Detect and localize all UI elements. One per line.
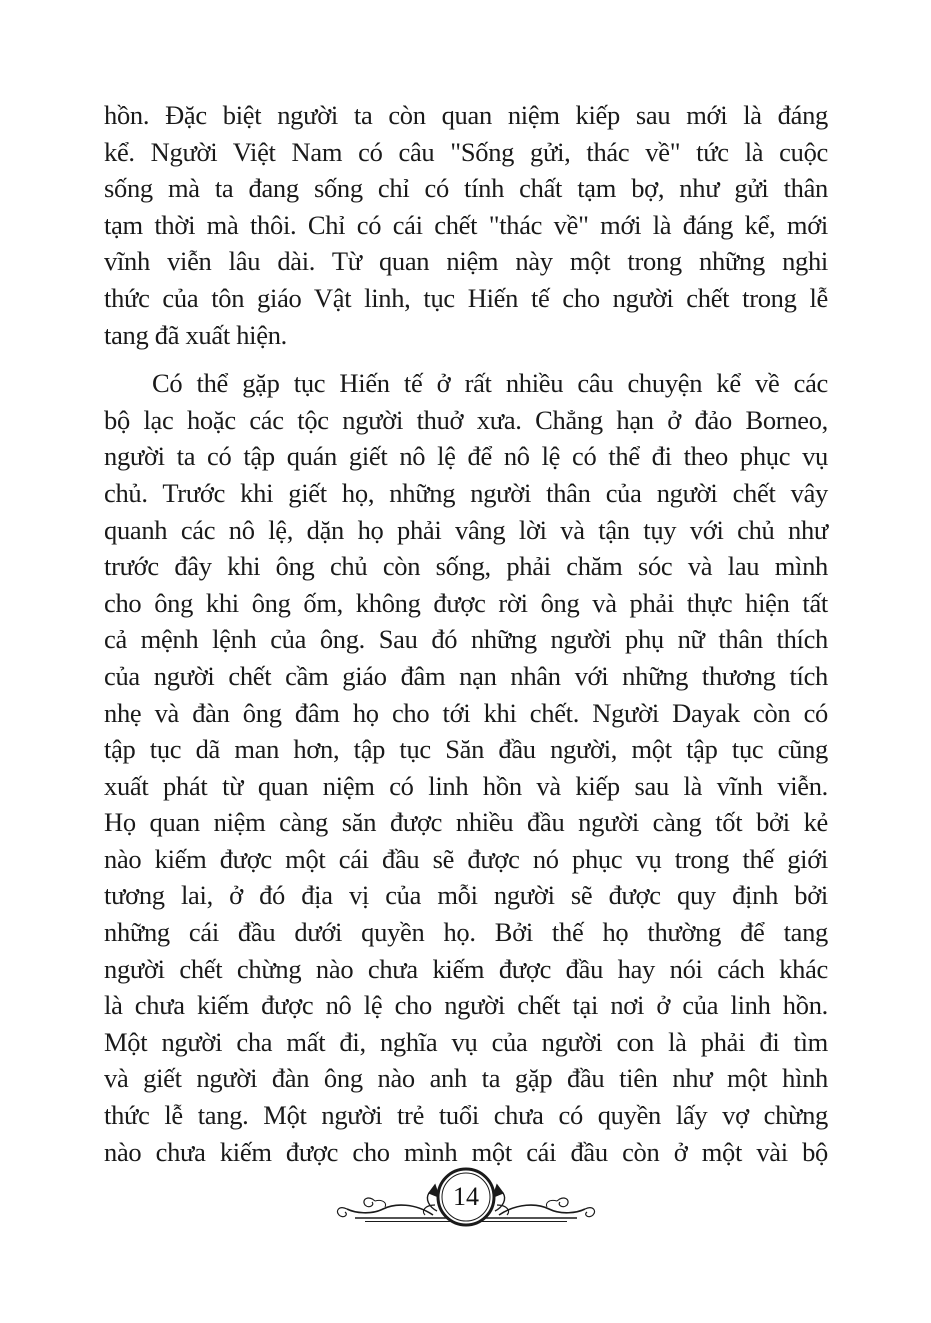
- text-line: nào kiếm được một cái đầu sẽ được nó phục vụ trong thế giới: [104, 843, 828, 874]
- body-text: [104, 97, 828, 1170]
- text-line: cả mệnh lệnh của ông. Sau đó những người phụ nữ thân thích: [104, 624, 828, 655]
- text-line: người ta có tập quán giết nô lệ để nô lệ có thể đi theo phục vụ: [104, 441, 828, 472]
- text-line: Họ quan niệm càng săn được nhiều đầu người càng tốt bởi kẻ: [104, 807, 828, 838]
- text-line: Có thể gặp tục Hiến tế ở rất nhiều câu chuyện kể về các: [152, 368, 828, 399]
- text-line: Một người cha mất đi, nghĩa vụ của người con là phải đi tìm: [104, 1026, 828, 1057]
- text-line: tạm thời mà thôi. Chỉ có cái chết "thác về" mới là đáng kể, mới: [104, 209, 828, 240]
- text-line: của người chết cầm giáo đâm nạn nhân với những thương tích: [104, 660, 828, 691]
- paragraph-spacer: [104, 353, 828, 365]
- text-line: bộ lạc hoặc các tộc người thuở xưa. Chẳng hạn ở đảo Borneo,: [104, 404, 828, 435]
- text-line: hồn. Đặc biệt người ta còn quan niệm kiếp sau mới là đáng: [104, 100, 828, 130]
- text-line: tương lai, ở đó địa vị của mỗi người sẽ được quy định bởi: [104, 880, 828, 911]
- text-line: người chết chừng nào chưa kiếm được đầu hay nói cách khác: [104, 953, 828, 984]
- text-line: chủ. Trước khi giết họ, những người thân của người chết vây: [104, 477, 828, 508]
- text-line: trước đây khi ông chủ còn sống, phải chăm sóc và lau mình: [104, 551, 828, 582]
- text-line: thức của tôn giáo Vật linh, tục Hiến tế cho người chết trong lễ: [104, 282, 828, 313]
- text-line: và giết người đàn ông nào anh ta gặp đầu tiên như một hình: [104, 1063, 828, 1094]
- text-line: những cái đầu dưới quyền họ. Bởi thế họ thường để tang: [104, 917, 828, 948]
- text-line: tang đã xuất hiện.: [104, 319, 287, 350]
- text-line: là chưa kiếm được nô lệ cho người chết tại nơi ở của linh hồn.: [104, 990, 828, 1021]
- text-line: nào chưa kiếm được cho mình một cái đầu còn ở một vài bộ: [104, 1136, 828, 1167]
- text-line: nhẹ và đàn ông đâm họ cho tới khi chết. Người Dayak còn có: [104, 697, 828, 728]
- text-line: quanh các nô lệ, dặn họ phải vâng lời và tận tụy với chủ như: [104, 514, 828, 545]
- page-number: 14: [453, 1182, 479, 1211]
- text-line: xuất phát từ quan niệm có linh hồn và kiếp sau là vĩnh viễn.: [104, 770, 828, 801]
- text-line: vĩnh viễn lâu dài. Từ quan niệm này một trong những nghi: [104, 246, 828, 277]
- paragraph-1: [104, 97, 828, 353]
- text-line: cho ông khi ông ốm, không được rời ông và phải thực hiện tất: [104, 587, 828, 618]
- text-line: sống mà ta đang sống chỉ có tính chất tạm bợ, như gửi thân: [104, 173, 828, 204]
- paragraph-2: [104, 365, 828, 1170]
- text-line: tập tục dã man hơn, tập tục Săn đầu người, một tập tục cũng: [104, 734, 828, 765]
- text-line: kể. Người Việt Nam có câu "Sống gửi, thác về" tức là cuộc: [104, 136, 828, 167]
- text-line: thức lễ tang. Một người trẻ tuổi chưa có quyền lấy vợ chừng: [104, 1100, 828, 1131]
